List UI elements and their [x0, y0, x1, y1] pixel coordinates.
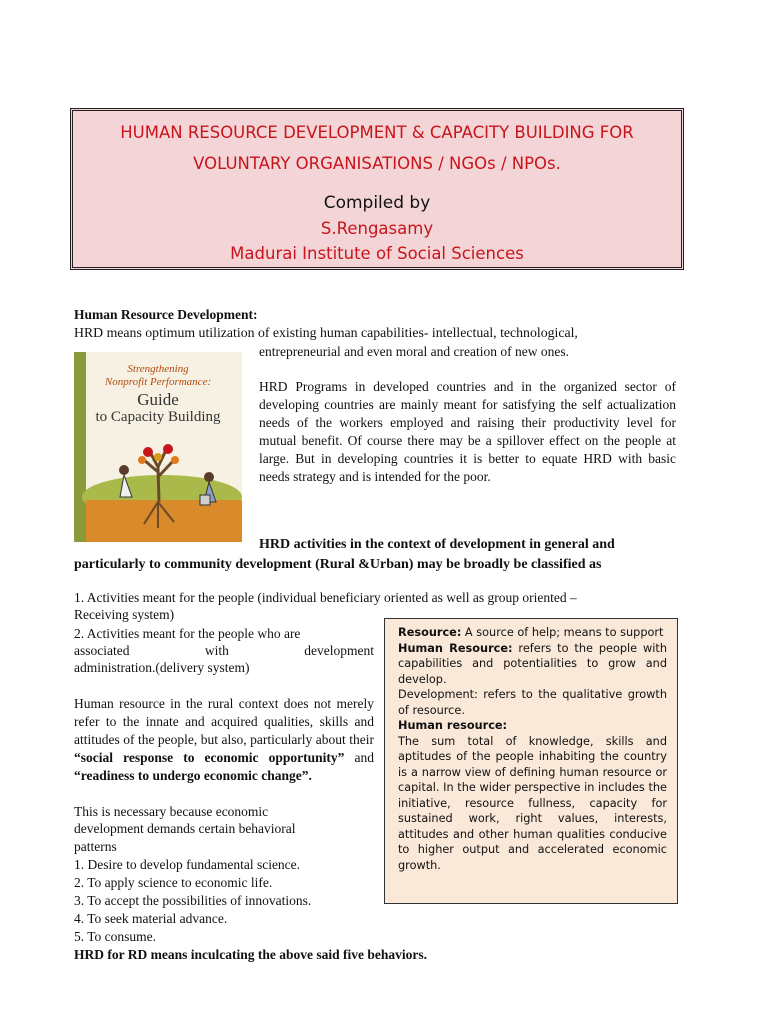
compiled-by-label: Compiled by [323, 193, 431, 213]
necessary-line-3: patterns [74, 839, 117, 854]
resource-text: A source of help; means to support [461, 626, 664, 639]
activity-2-word-with: with [204, 643, 229, 658]
resource-label: Resource: [398, 626, 462, 639]
rural-bold-phrase-2: “readiness to undergo economic change”. [74, 768, 312, 783]
tree-illustration [74, 352, 242, 542]
hrd-definition-line-1: HRD means optimum utilization of existing human capabilities- intellectual, technological, [74, 325, 578, 340]
list-item: 3. To accept the possibilities of innovations. [74, 893, 312, 908]
human-resource-extended-definition: The sum total of knowledge, skills and aptitudes of the people inhabiting the country is a narrow view of defining human resource or capital. In the wider perspective in includes the initiative, resource fullness, capacity for sustained work, right values, interests, attitudes and other human qualities conducive to higher output and accelerated economic growth. [398, 734, 667, 872]
activity-2-line-3: administration.(delivery system) [74, 660, 250, 675]
institute-name: Madurai Institute of Social Sciences [230, 244, 524, 263]
activity-2-line-1: 2. Activities meant for the people who are [74, 626, 301, 641]
human-resource-heading-2 [398, 718, 667, 734]
cover-text-2: Nonprofit Performance: [104, 376, 212, 388]
activity-2-word-associated: associated [74, 643, 130, 658]
rural-and: and [344, 750, 374, 765]
human-resource-text: refers to the people with capabilities and potentialities to grow and develop. [398, 641, 668, 686]
hrd-heading: Human Resource Development: [74, 307, 258, 322]
definitions-box [384, 618, 678, 904]
list-item: 1. Desire to develop fundamental science. [74, 857, 301, 872]
book-cover-image [74, 352, 242, 542]
rural-bold-phrase-1: “social response to economic opportunity” [74, 750, 345, 765]
cover-text-3: Guide [137, 390, 179, 409]
rural-text: Human resource in the rural context does not merely refer to the innate and acquired qualities, skills and attitudes of the people, but also, particularly about their [74, 696, 374, 747]
human-resource-label-2: Human resource: [398, 719, 508, 732]
activity-1-line-2: Receiving system) [74, 607, 175, 622]
hrd-definition-line-2: entrepreneurial and even moral and creation of new ones. [259, 344, 569, 359]
activity-2-line-2 [74, 642, 374, 660]
list-item: 4. To seek material advance. [74, 911, 228, 926]
cover-text-1: Strengthening [127, 363, 189, 375]
rural-context-paragraph [74, 695, 374, 785]
title-line-1: HUMAN RESOURCE DEVELOPMENT & CAPACITY BUILDING FOR [120, 123, 634, 142]
cover-text-4: to Capacity Building [95, 409, 221, 425]
resource-definition [398, 625, 667, 641]
human-resource-label: Human Resource: [398, 641, 513, 655]
hrd-programs-paragraph: HRD Programs in developed countries and in the organized sector of developing countries are mainly meant for satisfying the self actualization needs of the workers employed and raising their productivity level for mutual benefit. Of course there may be a spillover effect on the people at large. But in developing countries it is better to equate HRD with basic needs strategy and is intended for the poor. [259, 379, 676, 484]
activities-heading-line-1: HRD activities in the context of development in general and [259, 537, 615, 552]
title-box [70, 108, 684, 270]
development-definition: Development: refers to the qualitative growth of resource. [398, 688, 667, 717]
conclusion-text: HRD for RD means inculcating the above said five behaviors. [74, 947, 427, 962]
author-name: S.Rengasamy [320, 219, 434, 238]
activities-heading-line-2: particularly to community development (Rural &Urban) may be broadly be classified as [74, 557, 602, 572]
necessary-line-2: development demands certain behavioral [74, 821, 296, 836]
list-item: 2. To apply science to economic life. [74, 875, 273, 890]
title-line-2: VOLUNTARY ORGANISATIONS / NGOs / NPOs. [193, 154, 561, 173]
list-item: 5. To consume. [74, 929, 157, 944]
human-resource-definition [398, 641, 667, 688]
activity-1-line-1: 1. Activities meant for the people (individual beneficiary oriented as well as group oriented – [74, 590, 577, 605]
necessary-line-1: This is necessary because economic [74, 804, 269, 819]
activity-2-word-development: development [304, 643, 374, 658]
